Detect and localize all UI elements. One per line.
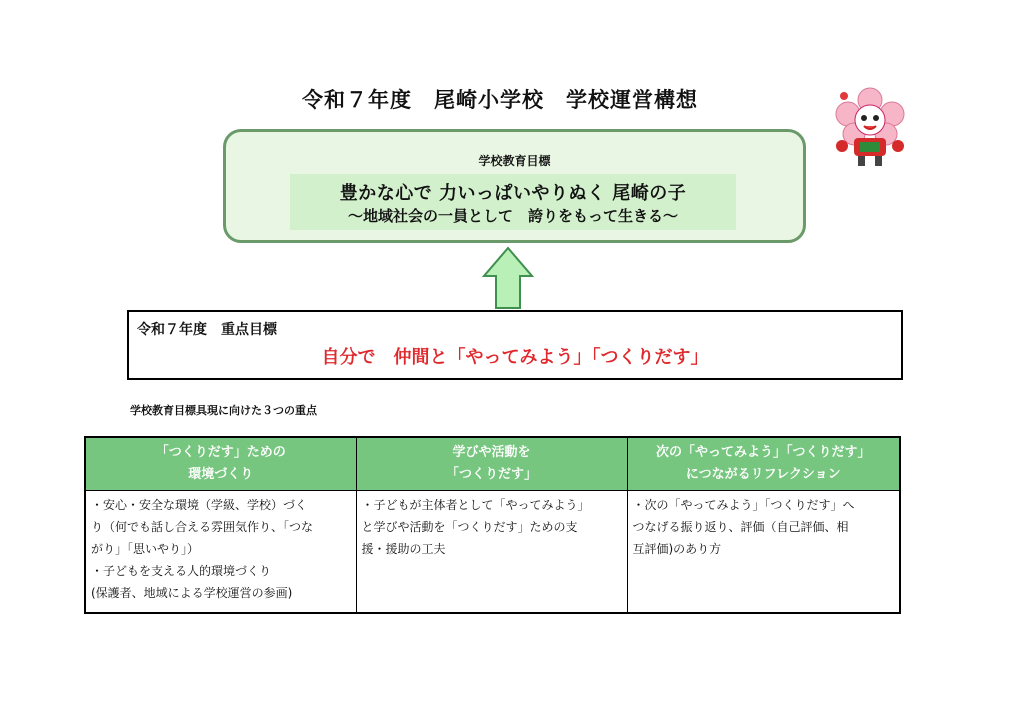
school-goal-box <box>223 129 806 243</box>
table-header-environment <box>85 437 356 491</box>
table-header-activities <box>356 437 627 491</box>
up-arrow-icon <box>482 246 534 310</box>
cherry-blossom-mascot-icon <box>830 86 910 170</box>
table-cell-reflection: ・次の「やってみよう」「つくりだす」へ つなげる振り返り、評価（自己評価、相 互評価)のあり方 <box>627 491 900 614</box>
focus-goal-box <box>127 310 903 380</box>
focus-goal-label: 令和７年度 重点目標 <box>137 322 277 338</box>
table-header-reflection <box>627 437 900 491</box>
header-line: 学びや活動を <box>452 445 531 460</box>
header-line: 「つくりだす」 <box>445 467 537 482</box>
school-goal-sub: ～地域社会の一員として 誇りをもって生きる～ <box>347 207 678 225</box>
school-goal-inner <box>290 174 736 230</box>
header-line: につながるリフレクション <box>685 467 841 482</box>
focus-goal-text: 自分で 仲間と「やってみよう」「つくりだす」 <box>321 347 709 368</box>
school-goal-main: 豊かな心で 力いっぱいやりぬく 尾崎の子 <box>339 183 687 204</box>
header-line: 環境づくり <box>188 467 254 482</box>
table-row <box>85 491 900 614</box>
header-line: 次の「やってみよう」「つくりだす」 <box>655 445 871 460</box>
school-goal-label: 学校教育目標 <box>478 154 551 168</box>
three-points-table <box>84 436 901 614</box>
header-line: 「つくりだす」ための <box>155 445 286 460</box>
section-caption: 学校教育目標具現に向けた３つの重点 <box>130 404 317 417</box>
table-cell-environment: ・安心・安全な環境（学級、学校）づく り（何でも話し合える雰囲気作り、「つな がり」「思いやり」） ・子どもを支える人的環境づくり (保護者、地域による学校運営の参画) <box>85 491 356 614</box>
table-header-row <box>85 437 900 491</box>
page-title: 令和７年度 尾崎小学校 学校運営構想 <box>302 88 698 112</box>
table-cell-activities: ・子どもが主体者として「やってみよう」 と学びや活動を「つくりだす」ための支 援・援助の工夫 <box>356 491 627 614</box>
